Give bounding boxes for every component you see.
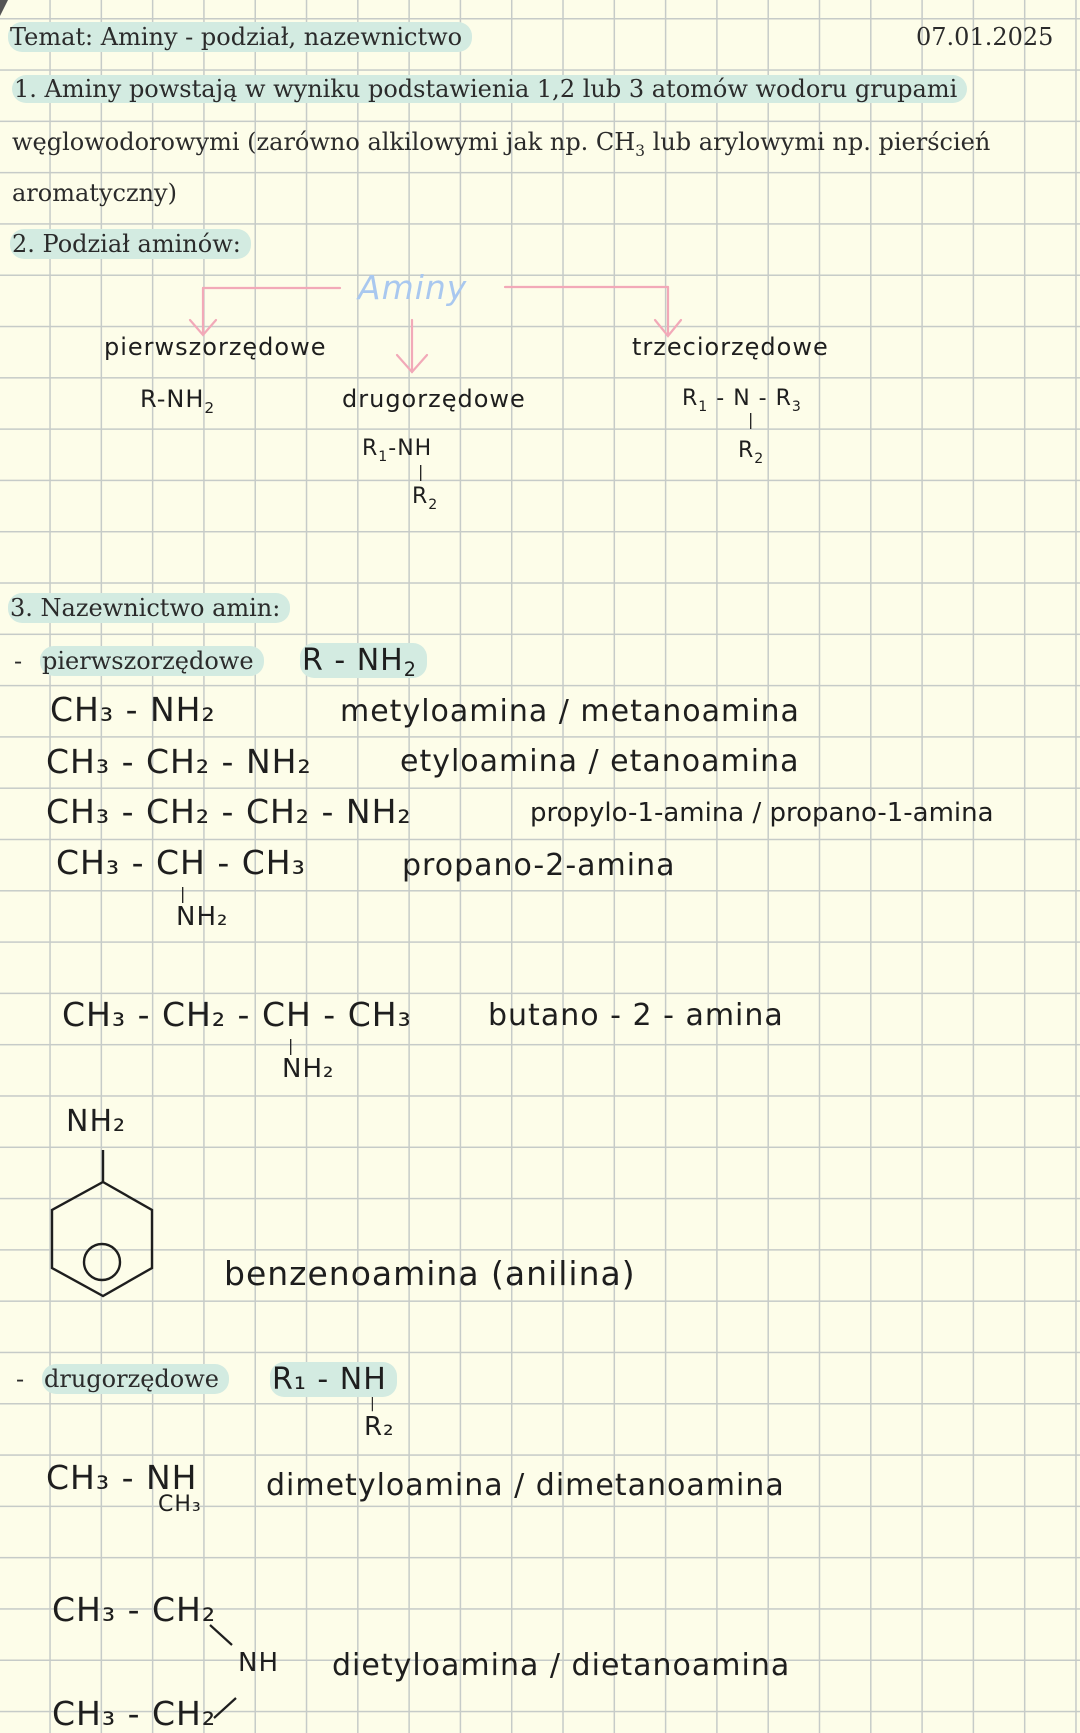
diagram-secondary-branch xyxy=(412,484,439,513)
diagram-tertiary-r1: R xyxy=(682,386,699,411)
secondary-general-formula: R₁ - NH xyxy=(270,1362,397,1397)
example-methylamine-name: metyloamina / metanoamina xyxy=(340,694,800,729)
example-ethylamine-formula: CH₃ - CH₂ - NH₂ xyxy=(46,742,312,781)
point1-line2-start: węglowodorowymi (zarówno alkilowymi jak np. CH xyxy=(12,128,636,156)
example-diethylamine-nh: NH xyxy=(238,1648,279,1678)
point1-line2-end: lub arylowymi np. pierścień xyxy=(645,128,991,156)
example-diethylamine-name: dietyloamina / dietanoamina xyxy=(332,1648,791,1683)
point1-line1-text: 1. Aminy powstają w wyniku podstawienia 1,2 lub 3 atomów wodoru grupami xyxy=(12,75,967,103)
diagram-tertiary-r1-sub: 1 xyxy=(698,399,709,415)
date-label: 07.01.2025 xyxy=(916,23,1054,51)
diagram-tertiary-r3-sub: 3 xyxy=(791,399,802,415)
primary-general-formula xyxy=(300,643,427,681)
point3-heading: 3. Nazewnictwo amin: xyxy=(8,593,290,623)
diagram-tertiary-branch-r: R xyxy=(738,438,755,463)
example-propan2amine-formula: CH₃ - CH - CH₃ xyxy=(56,843,306,882)
diagram-tertiary-branch xyxy=(738,438,765,467)
example-butan2amine-formula: CH₃ - CH₂ - CH - CH₃ xyxy=(62,995,412,1034)
example-propylamine-formula: CH₃ - CH₂ - CH₂ - NH₂ xyxy=(46,792,412,831)
example-diethylamine-bottom: CH₃ - CH₂ xyxy=(52,1694,217,1733)
example-dimethylamine-branch: CH₃ xyxy=(158,1492,202,1517)
point2-heading: 2. Podział aminów: xyxy=(10,229,251,259)
example-diethylamine-top: CH₃ - CH₂ xyxy=(52,1590,217,1629)
diagram-tertiary-bond: | xyxy=(748,410,755,429)
diagram-tertiary-mid: - N - R xyxy=(708,386,792,411)
diagram-secondary-label: drugorzędowe xyxy=(342,385,526,413)
diagram-secondary-bond: | xyxy=(418,462,425,481)
example-butan2amine-bond: | xyxy=(288,1036,295,1055)
example-propan2amine-branch: NH₂ xyxy=(176,902,229,932)
diagram-secondary-r-sub: 1 xyxy=(378,449,389,465)
example-butan2amine-branch: NH₂ xyxy=(282,1054,335,1084)
secondary-general-branch: R₂ xyxy=(364,1412,395,1442)
secondary-general-bond: | xyxy=(370,1396,376,1412)
primary-general-formula-main: R - NH xyxy=(302,643,404,678)
diagram-secondary-nh: -NH xyxy=(388,436,433,461)
benzene-ring xyxy=(52,1150,152,1296)
example-propylamine-name: propylo-1-amina / propano-1-amina xyxy=(530,798,994,828)
diagram-root-aminy: Aminy xyxy=(358,268,468,307)
diagram-tertiary-formula xyxy=(682,386,802,415)
aniline-name: benzenoamina (anilina) xyxy=(224,1254,636,1293)
diagram-tertiary-label: trzeciorzędowe xyxy=(632,333,829,361)
diagram-secondary-branch-sub: 2 xyxy=(428,497,439,513)
secondary-bullet: - xyxy=(16,1365,25,1393)
example-propan2amine-name: propano-2-amina xyxy=(402,848,676,883)
primary-bullet: - xyxy=(14,647,23,675)
example-ethylamine-name: etyloamina / etanoamina xyxy=(400,744,800,779)
point1-line2-subscript: 3 xyxy=(635,142,646,160)
point1-line3: aromatyczny) xyxy=(12,179,177,207)
diagram-primary-formula-sub: 2 xyxy=(204,399,216,417)
diagram-tertiary-branch-sub: 2 xyxy=(754,451,765,467)
diagram-primary-formula-main: R-NH xyxy=(140,385,205,413)
diagram-primary-label: pierwszorzędowe xyxy=(104,333,327,361)
primary-section-label: pierwszorzędowe xyxy=(40,646,264,676)
topic-title: Temat: Aminy - podział, nazewnictwo xyxy=(8,22,472,52)
diagram-secondary-r: R xyxy=(362,436,379,461)
primary-general-formula-sub: 2 xyxy=(403,658,417,681)
example-butan2amine-name: butano - 2 - amina xyxy=(488,998,784,1033)
example-methylamine-formula: CH₃ - NH₂ xyxy=(50,690,216,729)
diagram-secondary-branch-r: R xyxy=(412,484,429,509)
secondary-section-label: drugorzędowe xyxy=(42,1364,229,1394)
aniline-substituent: NH₂ xyxy=(66,1104,127,1139)
example-dimethylamine-formula: CH₃ - NH xyxy=(46,1458,198,1497)
example-dimethylamine-name: dimetyloamina / dimetanoamina xyxy=(266,1468,785,1503)
diagram-primary-formula xyxy=(140,385,216,417)
example-propan2amine-bond: | xyxy=(180,884,187,903)
diagram-secondary-formula xyxy=(362,436,433,465)
